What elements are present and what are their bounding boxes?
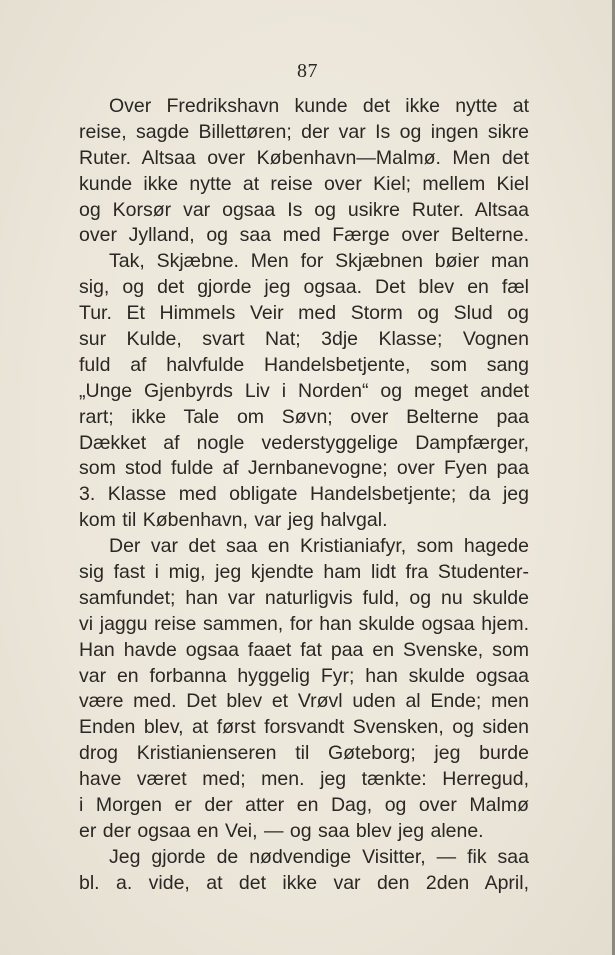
text-line: kunde ikke nytte at reise over Kiel; mellem Kiel xyxy=(79,172,529,195)
text-line: vi jaggu reise sammen, for han skulde ogsaa hjem. xyxy=(79,612,529,635)
text-line: Tur. Et Himmels Veir med Storm og Slud og xyxy=(79,302,529,325)
text-line: over Jylland, og saa med Færge over Belterne. xyxy=(79,224,529,247)
text-line: kom til København, var jeg halvgal. xyxy=(79,509,388,532)
text-line: reise, sagde Billettøren; der var Is og ingen sikre xyxy=(79,120,529,143)
text-line: bl. a. vide, at det ikke var den 2den April, xyxy=(79,871,529,894)
text-line: og Korsør var ogsaa Is og usikre Ruter. Altsaa xyxy=(79,198,529,221)
text-line: Der var det saa en Kristianiafyr, som hagede xyxy=(109,535,529,558)
text-line: rart; ikke Tale om Søvn; over Belterne paa xyxy=(79,405,529,428)
text-line: Ruter. Altsaa over København—Malmø. Men det xyxy=(79,146,529,169)
text-line: drog Kristianienseren til Gøteborg; jeg burde xyxy=(79,742,529,765)
body-text xyxy=(79,94,529,897)
text-line: 3. Klasse med obligate Handelsbetjente; da jeg xyxy=(79,483,529,506)
text-line: er der ogsaa en Vei, — og saa blev jeg alene. xyxy=(79,819,484,842)
text-line: Dækket af nogle vederstyggelige Dampfærger, xyxy=(79,431,529,454)
text-line: Han havde ogsaa faaet fat paa en Svenske, som xyxy=(79,638,529,661)
page-number: 87 xyxy=(297,60,318,82)
text-line: Jeg gjorde de nødvendige Visitter, — fik saa xyxy=(109,845,529,868)
text-line: Enden blev, at først forsvandt Svensken, og siden xyxy=(79,716,529,739)
text-line: som stod fulde af Jernbanevogne; over Fyen paa xyxy=(79,457,529,480)
text-line: Over Fredrikshavn kunde det ikke nytte at xyxy=(109,95,529,117)
text-line: var en forbanna hyggelig Fyr; han skulde ogsaa xyxy=(79,664,529,687)
text-line: samfundet; han var naturligvis fuld, og nu skulde xyxy=(79,586,529,609)
text-line: Tak, Skjæbne. Men for Skjæbnen bøier man xyxy=(109,250,529,273)
text-line: sig fast i mig, jeg kjendte ham lidt fra Studenter- xyxy=(79,561,529,584)
text-line: i Morgen er der atter en Dag, og over Malmø xyxy=(79,794,529,817)
text-line: „Unge Gjenbyrds Liv i Norden“ og meget andet xyxy=(79,379,529,402)
text-line: sig, og det gjorde jeg ogsaa. Det blev en fæl xyxy=(79,276,529,299)
text-line: have været med; men. jeg tænkte: Herregud, xyxy=(79,768,529,791)
text-line: være med. Det blev et Vrøvl uden al Ende; men xyxy=(79,690,529,713)
text-line: sur Kulde, svart Nat; 3dje Klasse; Vognen xyxy=(79,328,529,351)
text-line: fuld af halvfulde Handelsbetjente, som sang xyxy=(79,353,529,376)
